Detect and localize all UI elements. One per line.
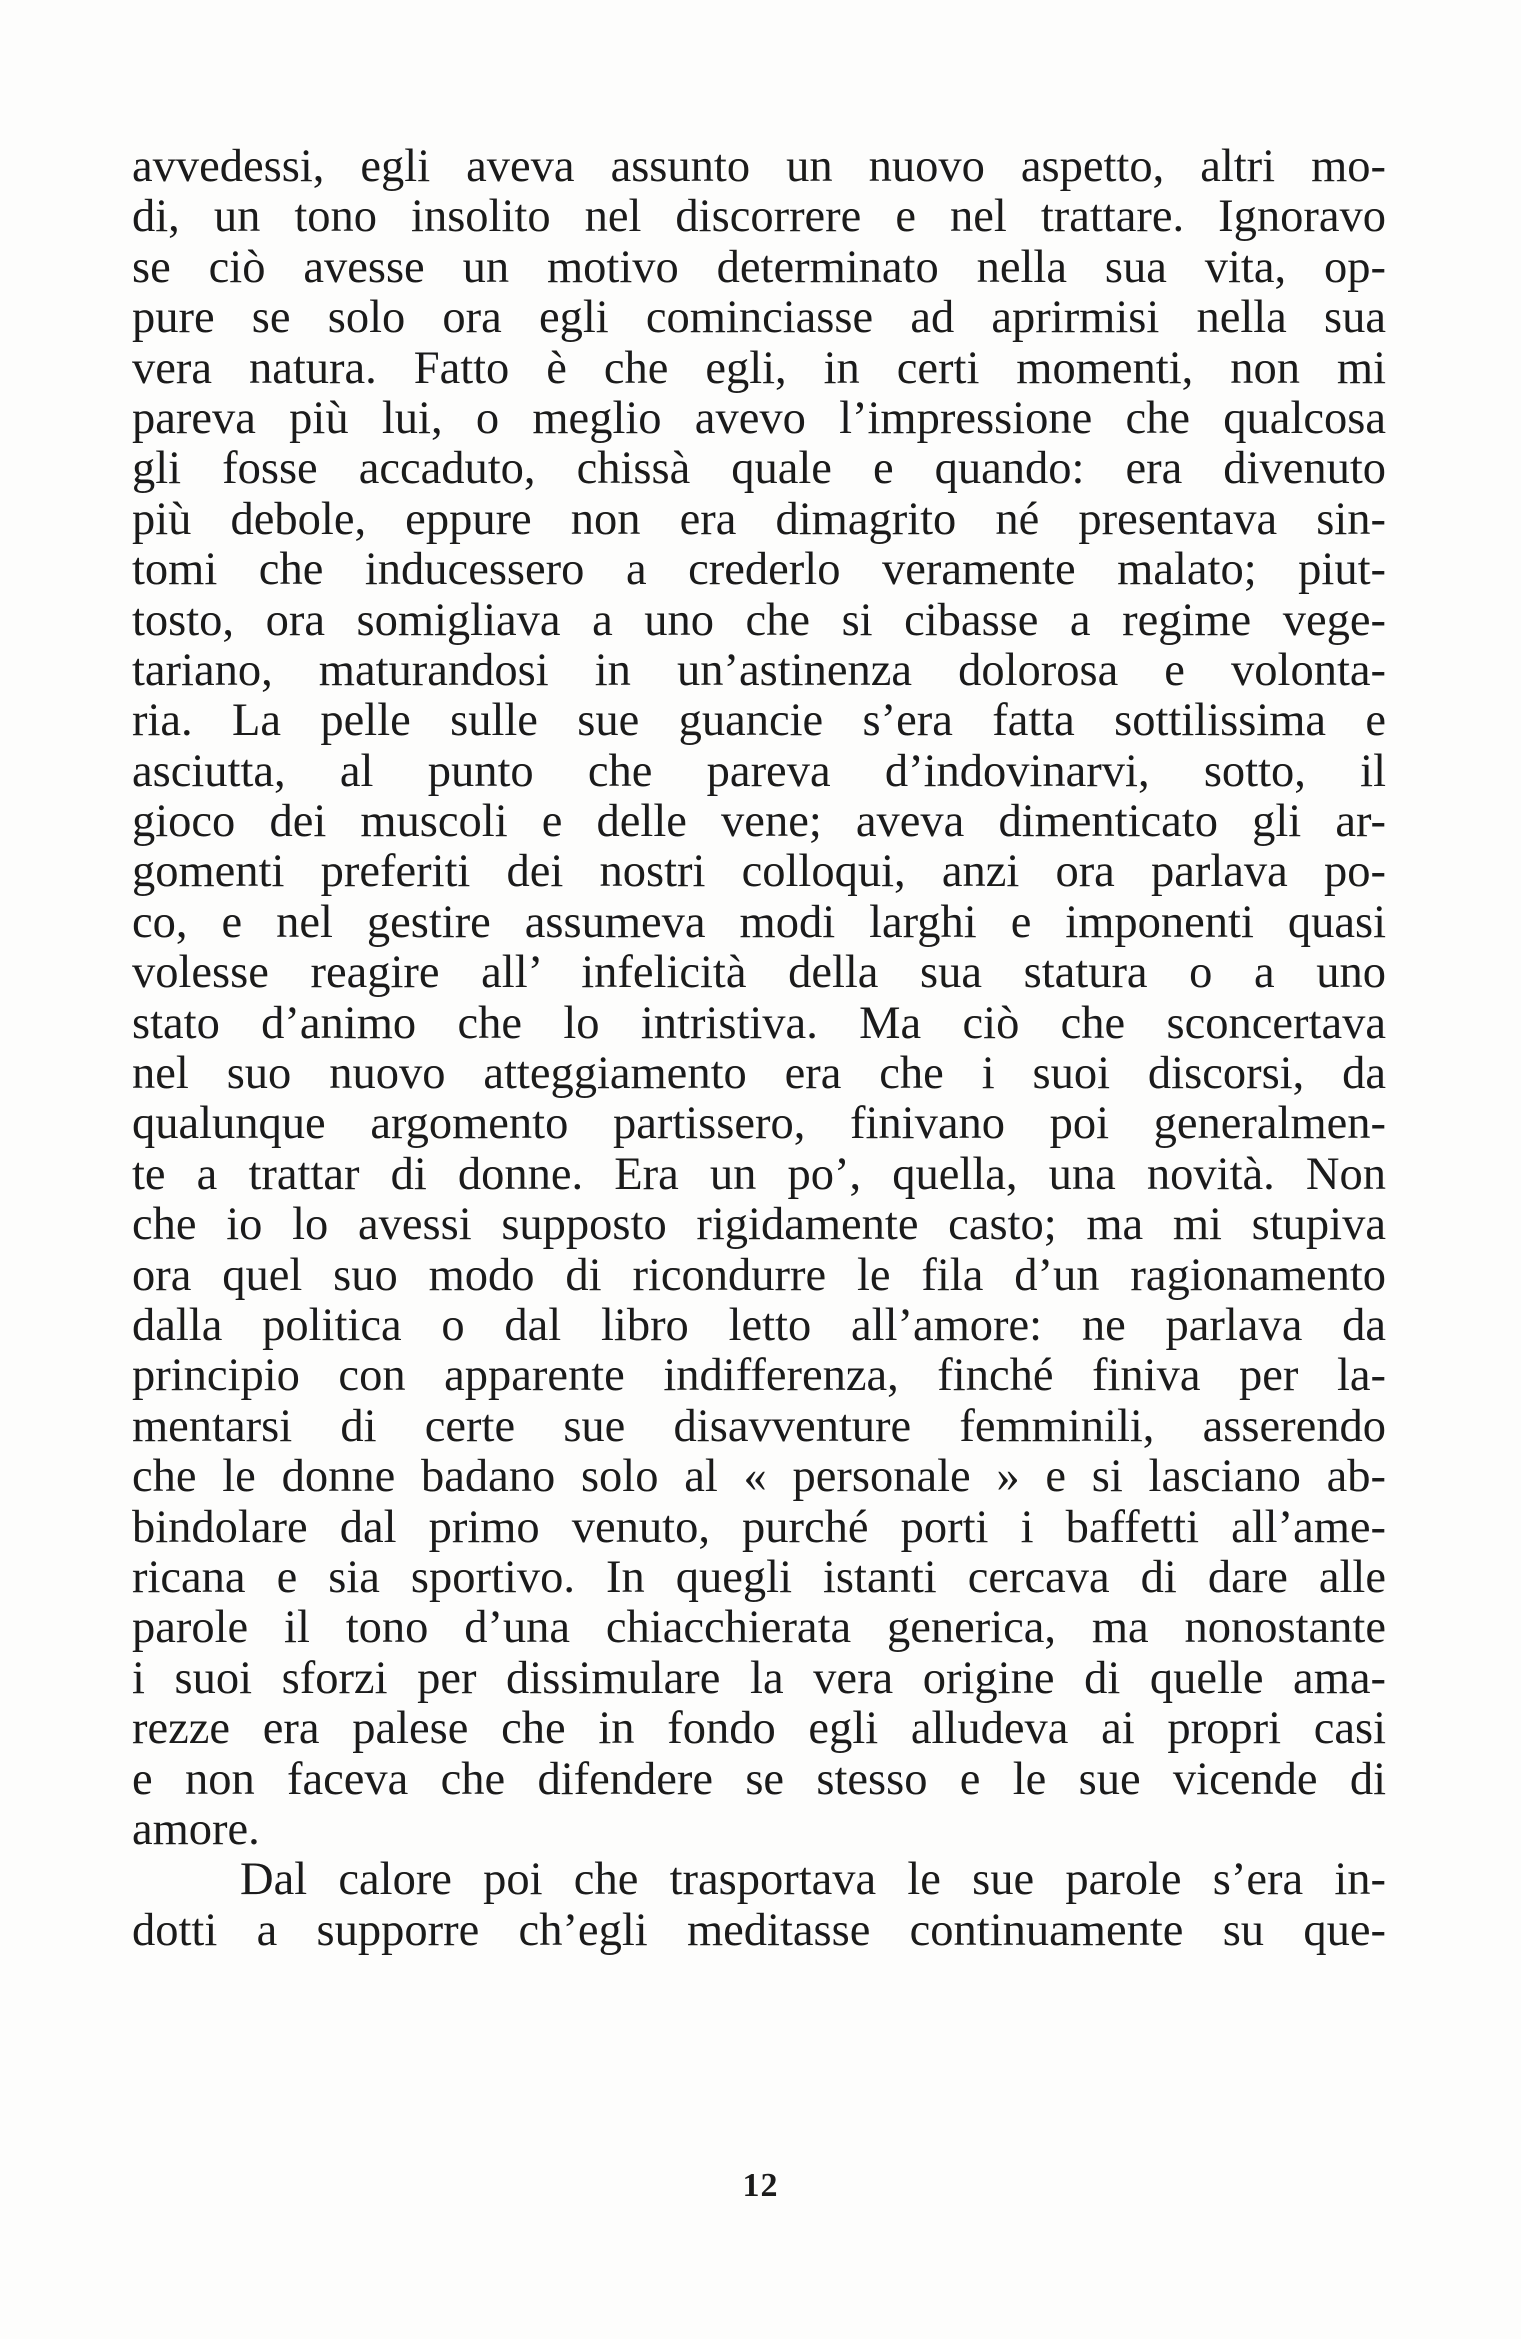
text-line: ricana e sia sportivo. In quegli istanti cercava di dare alle [132,1551,1386,1603]
text-line: parole il tono d’una chiacchierata generica, ma nonostante [132,1602,1386,1654]
paragraph-2 [132,1855,1386,1956]
text-line: pure se solo ora egli cominciasse ad aprirmisi nella sua [132,292,1386,344]
text-line: gioco dei muscoli e delle vene; aveva dimenticato gli ar- [132,796,1386,848]
body-text [132,142,1386,1956]
text-line: tariano, maturandosi in un’astinenza dolorosa e volonta- [132,644,1386,696]
text-line: vera natura. Fatto è che egli, in certi momenti, non mi [132,342,1386,394]
text-line: amore. [132,1803,260,1855]
text-line: e non faceva che difendere se stesso e le sue vicende di [132,1753,1386,1805]
text-line: rezze era palese che in fondo egli alludeva ai propri casi [132,1703,1386,1755]
text-line: qualunque argomento partissero, finivano poi generalmen- [132,1098,1386,1150]
text-line: tomi che inducessero a crederlo veramente malato; piut- [132,544,1386,596]
text-line: asciutta, al punto che pareva d’indovinarvi, sotto, il [132,745,1386,797]
text-line: che io lo avessi supposto rigidamente casto; ma mi stupiva [132,1199,1386,1251]
text-line: nel suo nuovo atteggiamento era che i suoi discorsi, da [132,1048,1386,1100]
text-line: co, e nel gestire assumeva modi larghi e imponenti quasi [132,896,1386,948]
text-line: ria. La pelle sulle sue guancie s’era fatta sottilissima e [132,695,1386,747]
page-number: 12 [742,2167,779,2204]
text-line: Dal calore poi che trasportava le sue parole s’era in- [240,1854,1386,1906]
text-line: se ciò avesse un motivo determinato nella sua vita, op- [132,241,1386,293]
text-line: dalla politica o dal libro letto all’amore: ne parlava da [132,1299,1386,1351]
text-line: gomenti preferiti dei nostri colloqui, anzi ora parlava po- [132,846,1386,898]
text-line: avvedessi, egli aveva assunto un nuovo aspetto, altri mo- [132,141,1386,192]
text-line: di, un tono insolito nel discorrere e nel trattare. Ignoravo [132,191,1386,243]
text-line: mentarsi di certe sue disavventure femminili, asserendo [132,1400,1386,1452]
text-line: principio con apparente indifferenza, finché finiva per la- [132,1350,1386,1402]
text-line: stato d’animo che lo intristiva. Ma ciò che sconcertava [132,997,1386,1049]
text-line: volesse reagire all’ infelicità della sua statura o a uno [132,947,1386,999]
text-line: pareva più lui, o meglio avevo l’impressione che qualcosa [132,392,1386,444]
text-line: che le donne badano solo al « personale » e si lasciano ab- [132,1451,1386,1503]
text-line: dotti a supporre ch’egli meditasse continuamente su que- [132,1904,1386,1956]
text-line: gli fosse accaduto, chissà quale e quando: era divenuto [132,443,1386,495]
text-line: bindolare dal primo venuto, purché porti i baffetti all’ame- [132,1501,1386,1553]
text-line: i suoi sforzi per dissimulare la vera origine di quelle ama- [132,1652,1386,1704]
paragraph-1 [132,142,1386,1855]
text-line: ora quel suo modo di ricondurre le fila d’un ragionamento [132,1249,1386,1301]
text-line: più debole, eppure non era dimagrito né presentava sin- [132,493,1386,545]
text-line: tosto, ora somigliava a uno che si cibasse a regime vege- [132,594,1386,646]
text-line: te a trattar di donne. Era un po’, quella, una novità. Non [132,1148,1386,1200]
